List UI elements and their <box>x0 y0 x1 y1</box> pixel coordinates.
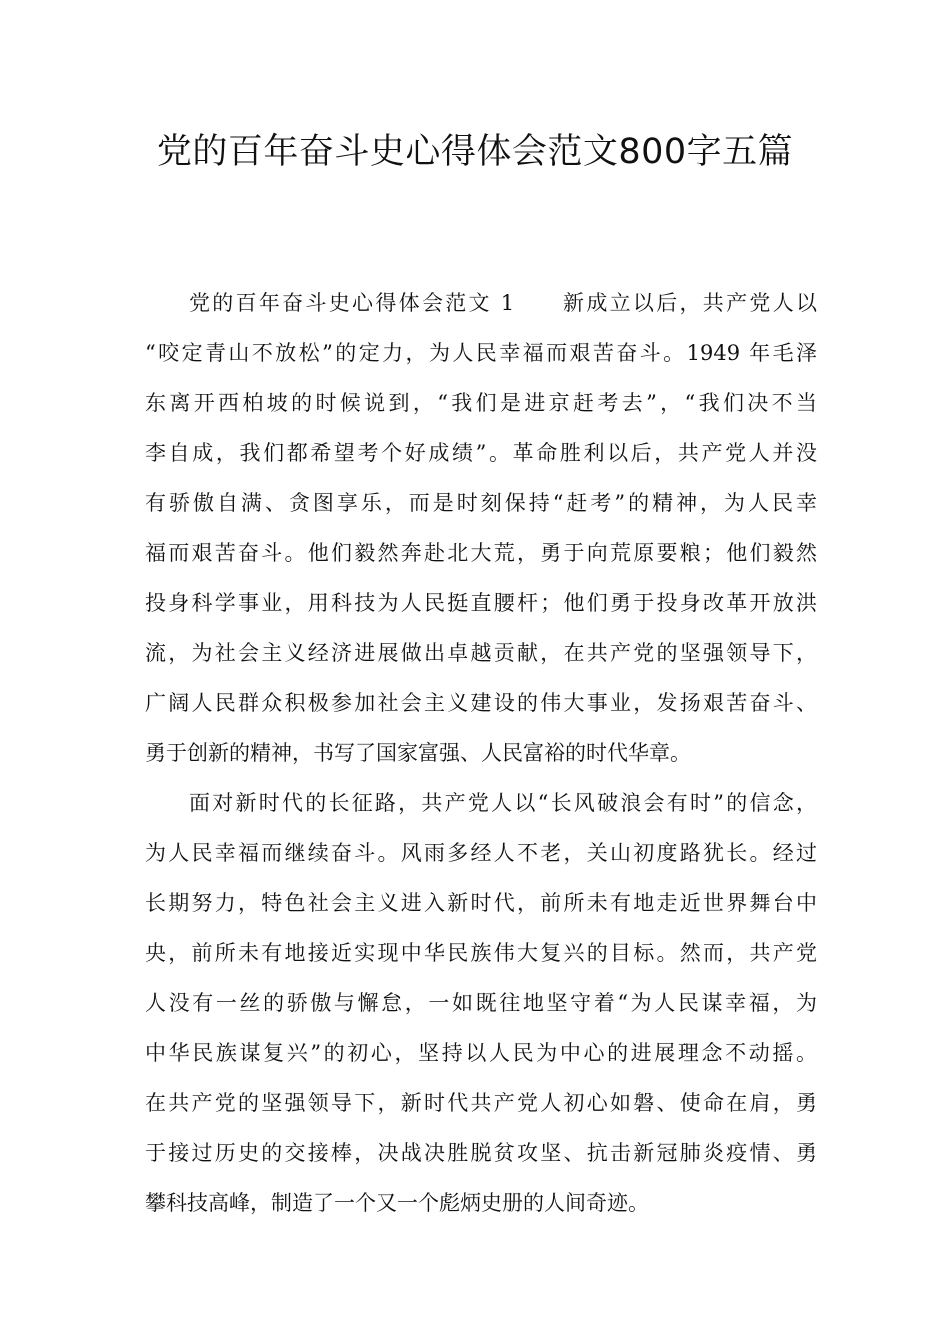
text-line: 流，为社会主义经济进展做出卓越贡献，在共产党的坚强领导下， <box>145 641 817 665</box>
text-line: 为人民幸福而继续奋斗。风雨多经人不老，关山初度路犹长。经过 <box>145 841 817 865</box>
text-line: 面对新时代的长征路，共产党人以“长风破浪会有时”的信念， <box>189 791 817 815</box>
text-line: 有骄傲自满、贪图享乐，而是时刻保持“赶考”的精神，为人民幸 <box>145 491 817 515</box>
text-line: 央，前所未有地接近实现中华民族伟大复兴的目标。然而，共产党 <box>145 941 817 965</box>
text-line: 中华民族谋复兴”的初心，坚持以人民为中心的进展理念不动摇。 <box>145 1041 817 1065</box>
text-line: 人没有一丝的骄傲与懈怠，一如既往地坚守着“为人民谋幸福，为 <box>145 991 817 1015</box>
text-line: 广阔人民群众积极参加社会主义建设的伟大事业，发扬艰苦奋斗、 <box>145 691 817 715</box>
text-line: 在共产党的坚强领导下，新时代共产党人初心如磐、使命在肩，勇 <box>145 1091 817 1115</box>
paragraph-1 <box>145 278 817 778</box>
text-line: 于接过历史的交接棒，决战决胜脱贫攻坚、抗击新冠肺炎疫情、勇 <box>145 1141 817 1165</box>
text-line: 东离开西柏坡的时候说到，“我们是进京赶考去”，“我们决不当 <box>145 391 817 415</box>
text-line: 党的百年奋斗史心得体会范文 1 新成立以后，共产党人以 <box>189 291 817 315</box>
paragraph-2 <box>145 778 817 1228</box>
document-title: 党的百年奋斗史心得体会范文800字五篇 <box>156 132 794 172</box>
text-line: “咬定青山不放松”的定力，为人民幸福而艰苦奋斗。1949 年毛泽 <box>145 341 817 365</box>
text-line: 福而艰苦奋斗。他们毅然奔赴北大荒，勇于向荒原要粮；他们毅然 <box>145 541 817 565</box>
text-line: 勇于创新的精神，书写了国家富强、人民富裕的时代华章。 <box>145 741 691 765</box>
text-line: 投身科学事业，用科技为人民挺直腰杆；他们勇于投身改革开放洪 <box>145 591 817 615</box>
document-body <box>145 278 817 1228</box>
text-line: 攀科技高峰，制造了一个又一个彪炳史册的人间奇迹。 <box>145 1191 649 1215</box>
text-line: 长期努力，特色社会主义进入新时代，前所未有地走近世界舞台中 <box>145 891 817 915</box>
text-line: 李自成，我们都希望考个好成绩”。革命胜利以后，共产党人并没 <box>145 441 817 465</box>
